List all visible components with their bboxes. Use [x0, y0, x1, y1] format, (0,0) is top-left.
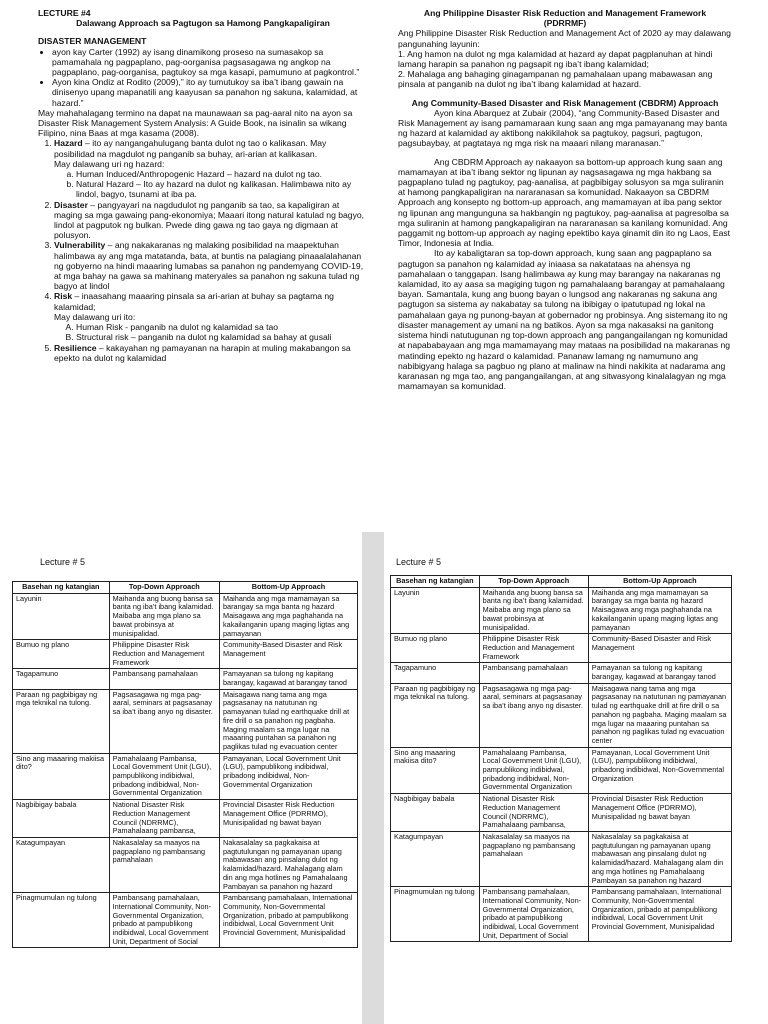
table-row	[13, 837, 358, 892]
term-item	[54, 240, 368, 291]
table-cell: Provincial Disaster Risk Reduction Management Office (PDRRMO), Munisipalidad ng bawat bayan	[588, 794, 731, 832]
term-sublist	[54, 322, 368, 342]
term-item	[54, 138, 368, 199]
term-sublist	[54, 169, 368, 200]
column-header: Basehan ng katangian	[13, 582, 110, 594]
cbdrm-paragraph: Ang CBDRM Approach ay nakaayon sa bottom-up approach kung saan ang mamamayan at iba’t ibang sektor ng lipunan ay nagsasagawa ng mga hakbang sa pagpaplano tulad ng pagtukoy, pag-aanalisa, at pagbibigay solusyon sa mga suliranin at hamong pangkapaligiran na nararanasan sa komunidad. Nakaayon sa CBDRM Approach ang konsepto ng bottom-up approach, ang mamamayan at iba pang sektor ng lipunan ang mangunguna sa hakbangin ng pagtukoy, pag-aanalisa at pagresolba sa mga suliranin at hamong pangkapaligiran na nararanasan sa kanilang komunidad. Ang paggamit ng bottom-up approach ay naging epektibo kaya ginamit din ito ng Laos, East Timor, Indonesia at India.	[398, 156, 731, 249]
table-cell: Sino ang maaaring makiisa dito?	[391, 747, 480, 794]
table-cell: Pamahalaang Pambansa, Local Government Unit (LGU), pampublikong indibidwal, pribadong indibidwal, Non-Governmental Organization	[109, 753, 219, 800]
sub-item: A. Human Risk - panganib na dulot ng kalamidad sa tao	[76, 322, 368, 332]
table-row	[391, 587, 732, 634]
table-row	[13, 593, 358, 640]
table-cell: Pambansang pamahalaan, International Community, Non-Governmental Organization, pribado at pampublikong indibidwal, Local Government Unit, Department of Social	[479, 887, 588, 942]
term-text: – ito ay nangangahulugang banta dulot ng tao o kalikasan. May posibilidad na magdulot ng panganib sa buhay, ari-arian at kalikasan.	[54, 138, 327, 159]
table-cell: Nakasalalay sa maayos na pagpaplano ng pambansang pamahalaan	[109, 837, 219, 892]
table-row	[391, 663, 732, 683]
table-cell: Nakasalalay sa maayos na pagpaplano ng pambansang pamahalaan	[479, 831, 588, 886]
table-cell: Pamahalaang Pambansa, Local Government Unit (LGU), pampublikong indibidwal, pribadong indibidwal, Non-Governmental Organization	[479, 747, 588, 794]
framework-title: Ang Philippine Disaster Risk Reduction and Management Framework	[423, 8, 707, 18]
right-column	[398, 8, 732, 391]
section-heading: DISASTER MANAGEMENT	[38, 36, 147, 47]
table-row	[13, 689, 358, 753]
cbdrm-paragraph: Ito ay kabaligtaran sa top-down approach, kung saan ang pagpaplano sa pagtugon sa panahon ng kalamidad ay iniaasa sa nakatataas na ahensya ng pamahalaan o tanggapan. Isang halimbawa ay kung may barangay na nakaranas ng kalamidad, ito ay aasa sa magiging tugon ng pamahalaang barangay at pamahalaang bayan. Samantala, kung ang buong bayan o lungsod ang nakaranas ng sakuna ang pagtugon sa sistema ay nakabatay sa tulong na ibibigay o ipatutupad ng lokal na pamahalaan gaya ng punong-bayan at gobernador ng probinsya. Ang sistemang ito ng disaster management ay umani na ng batikos. Ayon sa mga nakasaksi na ganitong sistema hindi natutugunan ng top-down approach ang pangangailangan ng komunidad at napababayaan ang mga mamamayang may mataas na posibilidad na makaranas ng matinding epekto ng hazard o kalamidad. Pananaw lamang ng namumuno ang nabibigyang halaga sa pagbuo ng plano at malinaw na hindi nakikita at nadarama ang karanasan ng mga tao, ang pangangailangan, at ang sitwasyong kinalalagyan ng mga mamamayan sa komunidad.	[398, 248, 731, 392]
table-head	[13, 582, 358, 594]
table-cell: Pinagmumulan ng tulong	[13, 893, 110, 948]
table-cell: Pamayanan sa tulong ng kapitang barangay, kagawad at barangay tanod	[219, 669, 357, 689]
table-cell: Maisagawa nang tama ang mga pagsasanay na natutunan ng pamayanan tulad ng earthquake drill at fire drill o sa panahon ng pagbaha. Maging maalam sa mga lugar na maaaring puntahan sa panahon ng paglikas tulad ng evacuation center	[588, 683, 731, 747]
term-text: – pangyayari na nagdudulot ng panganib sa tao, sa kapaligiran at maging sa mga gawaing pang-ekonomiya; Maaari itong natural katulad ng bagyo, lindol at pagputok ng bulkan. Pwede ding gawa ng tao gaya ng digmaan at polusyon.	[54, 199, 365, 241]
table-cell: Philippine Disaster Risk Reduction and Management Framework	[109, 640, 219, 669]
table-cell: National Disaster Risk Reduction Management Council (NDRRMC), Pamahalaang pambansa,	[479, 794, 588, 832]
cbdrm-heading: Ang Community-Based Disaster and Risk Management (CBDRM) Approach	[411, 97, 719, 108]
table-cell: Pinagmumulan ng tulong	[391, 887, 480, 942]
table-cell: Maisagawa nang tama ang mga pagsasanay na natutunan ng pamayanan tulad ng earthquake drill at fire drill o sa panahon ng pagbaha. Maging maalam sa mga lugar na maaaring puntahan sa panahon ng paglikas tulad ng evacuation center	[219, 689, 357, 753]
table-cell: Pambansang pamahalaan, International Community, Non-Governmental Organization, pribado at pampublikong indibidwal, Local Government Unit, Department of Social	[109, 893, 219, 948]
table-row	[13, 893, 358, 948]
table-cell: Maihanda ang buong bansa sa banta ng iba’t ibang kalamidad. Maibaba ang mga plano sa bawat probinsya at munisipalidad.	[109, 593, 219, 640]
table-row	[391, 747, 732, 794]
terms-list	[38, 138, 368, 362]
table-cell: Bumuo ng plano	[391, 634, 480, 663]
term-text: – kakayahan ng pamayanan na harapin at muling makabangon sa epekto na dulot ng kalamidad	[54, 342, 351, 363]
table-row	[391, 794, 732, 832]
table-body	[13, 593, 358, 948]
table-row	[13, 753, 358, 800]
term-name: Vulnerability	[54, 240, 106, 251]
table-cell: Nakasalalay sa pagkakaisa at pagtutulungan ng pamayanan upang mabawasan ang pinsalang dulot ng kalamidad/hazard. Mahalagang alam din ang mga hotlines ng Pamahalaang Pambayan sa panahon ng hazard	[219, 837, 357, 892]
framework-acronym: (PDRRMF)	[543, 18, 587, 29]
table-body	[391, 587, 732, 942]
term-item	[54, 343, 368, 363]
table-cell: Pamayanan sa tulong ng kapitang barangay, kagawad at barangay tanod	[588, 663, 731, 683]
table-cell: Nagbibigay babala	[391, 794, 480, 832]
terms-intro: May mahahalagang termino na dapat na maunawaan sa pag-aaral nito na ayon sa Disaster Risk Management System Analysis: A Guide Book, na isinalin sa wikang Filipino, nina Baas at mga kasama (2008).	[38, 107, 353, 139]
column-header: Bottom-Up Approach	[219, 582, 357, 594]
table-cell: Maihanda ang mga mamamayan sa barangay sa mga banta ng hazard Maisagawa ang mga paghahanda na kakailanganin upang maging ligtas ang pamayanan	[219, 593, 357, 640]
table-cell: Bumuo ng plano	[13, 640, 110, 669]
framework-goal: 2. Mahalaga ang bahaging ginagampanan ng pamahalaan upang mabawasan ang pinsala at panganib na dulot ng iba’t ibang kalamidad at hazard.	[398, 69, 713, 90]
table-cell: Katagumpayan	[391, 831, 480, 886]
table-row	[391, 831, 732, 886]
table-cell: Pambansang pamahalaan, International Community, Non-Governmental Organization, pribado at pampublikong indibidwal, Local Government Unit Provincial Government, Munisipalidad	[219, 893, 357, 948]
lecture-5-page-right	[384, 532, 768, 1024]
table-cell: Tagapamuno	[391, 663, 480, 683]
table-cell: Provincial Disaster Risk Reduction Management Office (PDRRMO), Munisipalidad ng bawat bayan	[219, 800, 357, 838]
table-cell: Pambansang pamahalaan	[109, 669, 219, 689]
column-header: Bottom-Up Approach	[588, 576, 731, 588]
definition-list	[38, 47, 368, 108]
table-cell: Pambansang pamahalaan	[479, 663, 588, 683]
left-column	[38, 8, 368, 363]
table-cell: Community-Based Disaster and Risk Management	[219, 640, 357, 669]
table-cell: Pambansang pamahalaan, International Community, Non-Governmental Organization, pribado at pampublikong indibidwal, Local Government Unit Provincial Government, Munisipalidad	[588, 887, 731, 942]
lecture-label: Lecture # 5	[40, 557, 86, 567]
sub-item: a. Human Induced/Anthropogenic Hazard – hazard na dulot ng tao.	[76, 169, 368, 179]
table-cell: Paraan ng pagbibigay ng mga teknikal na tulong.	[13, 689, 110, 753]
term-note: May dalawang uri ito:	[54, 311, 136, 322]
column-header: Basehan ng katangian	[391, 576, 480, 588]
page-gap	[362, 532, 384, 1024]
table-cell: Katagumpayan	[13, 837, 110, 892]
lecture-label: Lecture # 5	[396, 557, 442, 567]
term-name: Hazard	[54, 138, 83, 149]
comparison-table	[390, 575, 732, 942]
table-cell: Tagapamuno	[13, 669, 110, 689]
lecture-5-page-left	[0, 532, 362, 1024]
table-cell: Maihanda ang mga mamamayan sa barangay sa mga banta ng hazard Maisagawa ang mga paghahanda na kakailanganin upang maging ligtas ang pamayanan	[588, 587, 731, 634]
cbdrm-paragraph: Ayon kina Abarquez at Zubair (2004), “ang Community-Based Disaster and Risk Management ay isang pamamaraan kung saan ang mga pamayanang may banta ng hazard at kalamidad ay aktibong nakikilahok sa pagtukoy, pagsuri, pagtugon, pagsubaybay, at pagtataya ng mga risk na maaari nilang maranasan.”	[398, 107, 728, 149]
table-cell: Pamayanan, Local Government Unit (LGU), pampublikong indibidwal, pribadong indibidwal, Non-Governmental Organization	[219, 753, 357, 800]
definition-ondiz: • Ayon kina Ondiz at Rodito (2009),” ito ay tumutukoy sa iba’t ibang gawain na dinisenyo upang mapanatili ang kaayusan sa panahon ng sakuna, kalamidad, at hazard.”	[52, 77, 368, 108]
term-text: – inaasahang maaaring pinsala sa ari-arian at buhay sa pagtama ng kalamidad;	[54, 291, 334, 312]
term-item	[54, 291, 368, 342]
table-cell: Layunin	[391, 587, 480, 634]
term-name: Risk	[54, 291, 73, 302]
comparison-table	[12, 581, 358, 948]
term-note: May dalawang uri ng hazard:	[54, 158, 165, 169]
table-row	[391, 683, 732, 747]
table-cell: Maihanda ang buong bansa sa banta ng iba’t ibang kalamidad. Maibaba ang mga plano sa bawat probinsya at munisipalidad.	[479, 587, 588, 634]
table-cell: Sino ang maaaring makiisa dito?	[13, 753, 110, 800]
table-header-row	[391, 576, 732, 588]
term-name: Resilience	[54, 342, 97, 353]
column-header: Top-Down Approach	[109, 582, 219, 594]
table-cell: Pamayanan, Local Government Unit (LGU), pampublikong indibidwal, pribadong indibidwal, Non-Governmental Organization	[588, 747, 731, 794]
table-cell: Pagsasagawa ng mga pag-aaral, seminars at pagsasanay sa iba’t ibang anyo ng disaster.	[109, 689, 219, 753]
table-row	[13, 800, 358, 838]
table-cell: Paraan ng pagbibigay ng mga teknikal na tulong.	[391, 683, 480, 747]
table-head	[391, 576, 732, 588]
framework-goal: 1. Ang hamon na dulot ng mga kalamidad at hazard ay dapat pagplanuhan at hindi lamang harapin sa panahon ng pagsapit ng iba’t ibang kalamidad;	[398, 48, 713, 70]
table-cell: Layunin	[13, 593, 110, 640]
column-header: Top-Down Approach	[479, 576, 588, 588]
table-cell: Philippine Disaster Risk Reduction and Management Framework	[479, 634, 588, 663]
table-cell: Community-Based Disaster and Risk Management	[588, 634, 731, 663]
table-row	[13, 669, 358, 689]
sub-item: B. Structural risk – panganib na dulot ng kalamidad sa bahay at gusali	[76, 332, 368, 342]
table-row	[391, 634, 732, 663]
table-cell: Pagsasagawa ng mga pag-aaral, seminars at pagsasanay sa iba’t ibang anyo ng disaster.	[479, 683, 588, 747]
term-item	[54, 200, 368, 241]
framework-intro: Ang Philippine Disaster Risk Reduction and Management Act of 2020 ay may dalawang pangunahing layunin:	[398, 28, 731, 49]
table-cell: Nagbibigay babala	[13, 800, 110, 838]
page-title: Dalawang Approach sa Pagtugon sa Hamong Pangkapaligiran	[76, 18, 330, 29]
table-cell: National Disaster Risk Reduction Management Council (NDRRMC), Pamahalaang pambansa,	[109, 800, 219, 838]
table-row	[391, 887, 732, 942]
lecture-label: LECTURE #4	[38, 8, 91, 18]
table-header-row	[13, 582, 358, 594]
table-cell: Nakasalalay sa pagkakaisa at pagtutulungan ng pamayanan upang mabawasan ang pinsalang dulot ng kalamidad/hazard. Mahalagang alam din ang mga hotlines ng Pamahalaang Pambayan sa panahon ng hazard	[588, 831, 731, 886]
term-name: Disaster	[54, 199, 88, 210]
table-row	[13, 640, 358, 669]
term-text: – ang nakakaranas ng malaking posibilidad na maapektuhan halimbawa ay ang mga matatanda, bata, at buntis na palagiang pinaaalalahanan ng gobyerno na hindi maaaring lumabas sa panahon ng pandemyang COVID-19, at mga bahay na gawa sa mahinang materyales sa panahon ng sakuna tulad ng bagyo at lindol	[54, 240, 364, 292]
sub-item: b. Natural Hazard – Ito ay hazard na dulot ng kalikasan. Halimbawa nito ay lindol, bagyo, tsunami at iba pa.	[76, 179, 368, 199]
definition-carter: • ayon kay Carter (1992) ay isang dinamikong proseso na sumasakop sa pamamahala ng pagpaplano, pag-oorganisa pagsasagawa ng angkop na pagpaplano, pag-oorganisa, pagtukoy sa mga kasapi, pamumuno at pagkontrol.”	[52, 47, 368, 78]
